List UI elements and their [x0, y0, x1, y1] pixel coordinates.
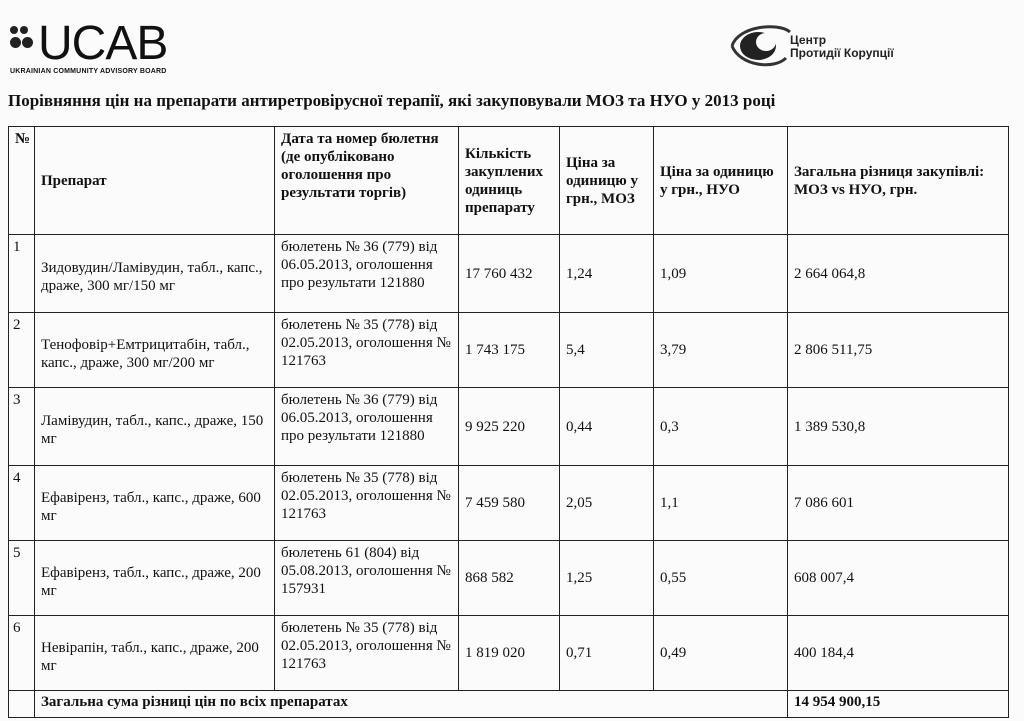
quantity-cell: 7 459 580: [459, 466, 560, 541]
column-header-quantity: Кількість закуплених одиниць препарату: [459, 127, 560, 235]
table-row: [9, 466, 1009, 541]
price-comparison-table: [8, 126, 1009, 718]
difference-cell: 2 806 511,75: [788, 313, 1009, 388]
quantity-cell: 868 582: [459, 541, 560, 616]
table-header-row: [9, 127, 1009, 235]
drug-cell: Ламівудин, табл., капс., драже, 150 мг: [35, 388, 275, 466]
drug-cell: Ефавіренз, табл., капс., драже, 200 мг: [35, 541, 275, 616]
difference-cell: 608 007,4: [788, 541, 1009, 616]
price-moz-cell: 0,44: [560, 388, 654, 466]
bulletin-cell: бюлетень № 35 (778) від 02.05.2013, оголошення № 121763: [275, 466, 459, 541]
total-empty-cell: [9, 691, 35, 718]
column-header-price-moz: Ціна за одиницю у грн., МОЗ: [560, 127, 654, 235]
ucab-subtitle: UKRAINIAN COMMUNITY ADVISORY BOARD: [10, 68, 167, 75]
quantity-cell: 9 925 220: [459, 388, 560, 466]
price-moz-cell: 2,05: [560, 466, 654, 541]
table-row: [9, 388, 1009, 466]
price-moz-cell: 1,25: [560, 541, 654, 616]
quantity-cell: 1 819 020: [459, 616, 560, 691]
center-logo-text: [790, 34, 894, 60]
center-logo-line2: Протидії Корупції: [790, 46, 894, 60]
bulletin-cell: бюлетень № 36 (779) від 06.05.2013, оголошення про результати 121880: [275, 235, 459, 313]
price-nuo-cell: 3,79: [654, 313, 788, 388]
price-nuo-cell: 0,49: [654, 616, 788, 691]
drug-cell: Тенофовір+Емтрицитабін, табл., капс., драже, 300 мг/200 мг: [35, 313, 275, 388]
quantity-cell: 1 743 175: [459, 313, 560, 388]
difference-cell: 1 389 530,8: [788, 388, 1009, 466]
page-title: Порівняння цін на препарати антиретровірусної терапії, які закуповували МОЗ та НУО у 2013 році: [8, 91, 776, 110]
bulletin-cell: бюлетень № 35 (778) від 02.05.2013, оголошення № 121763: [275, 313, 459, 388]
table-row: [9, 313, 1009, 388]
bulletin-cell: бюлетень № 35 (778) від 02.05.2013, оголошення № 121763: [275, 616, 459, 691]
column-header-price-nuo: Ціна за одиницю у грн., НУО: [654, 127, 788, 235]
center-logo-line1: Центр: [790, 33, 827, 47]
price-moz-cell: 1,24: [560, 235, 654, 313]
row-number: 5: [9, 541, 35, 616]
ucab-logo-text: UCAB: [38, 17, 168, 70]
price-nuo-cell: 0,55: [654, 541, 788, 616]
bulletin-cell: бюлетень 61 (804) від 05.08.2013, оголошення № 157931: [275, 541, 459, 616]
bulletin-cell: бюлетень № 36 (779) від 06.05.2013, оголошення про результати 121880: [275, 388, 459, 466]
price-nuo-cell: 0,3: [654, 388, 788, 466]
column-header-number: №: [9, 127, 35, 235]
row-number: 4: [9, 466, 35, 541]
price-moz-cell: 5,4: [560, 313, 654, 388]
difference-cell: 2 664 064,8: [788, 235, 1009, 313]
total-label: Загальна сума різниці цін по всіх препаратах: [35, 691, 788, 718]
ucab-dots-icon: [8, 24, 38, 64]
price-moz-cell: 0,71: [560, 616, 654, 691]
row-number: 3: [9, 388, 35, 466]
quantity-cell: 17 760 432: [459, 235, 560, 313]
row-number: 1: [9, 235, 35, 313]
column-header-drug: Препарат: [35, 127, 275, 235]
ucab-logo: [8, 18, 208, 78]
eye-icon: [728, 18, 792, 74]
difference-cell: 7 086 601: [788, 466, 1009, 541]
drug-cell: Невірапін, табл., капс., драже, 200 мг: [35, 616, 275, 691]
column-header-difference: Загальна різниця закупівлі: МОЗ vs НУО, грн.: [788, 127, 1009, 235]
price-nuo-cell: 1,1: [654, 466, 788, 541]
table-row: [9, 541, 1009, 616]
drug-cell: Зидовудин/Ламівудин, табл., капс., драже, 300 мг/150 мг: [35, 235, 275, 313]
table-row: [9, 235, 1009, 313]
price-nuo-cell: 1,09: [654, 235, 788, 313]
table-row: [9, 616, 1009, 691]
column-header-bulletin-text: Дата та номер бюлетня (де опубліковано оголошення про результати торгів): [281, 131, 439, 201]
difference-cell: 400 184,4: [788, 616, 1009, 691]
total-value: 14 954 900,15: [788, 691, 1009, 718]
row-number: 6: [9, 616, 35, 691]
row-number: 2: [9, 313, 35, 388]
anticorruption-center-logo: [728, 18, 928, 74]
drug-cell: Ефавіренз, табл., капс., драже, 600 мг: [35, 466, 275, 541]
total-row: [9, 691, 1009, 718]
column-header-bulletin: [275, 127, 459, 235]
